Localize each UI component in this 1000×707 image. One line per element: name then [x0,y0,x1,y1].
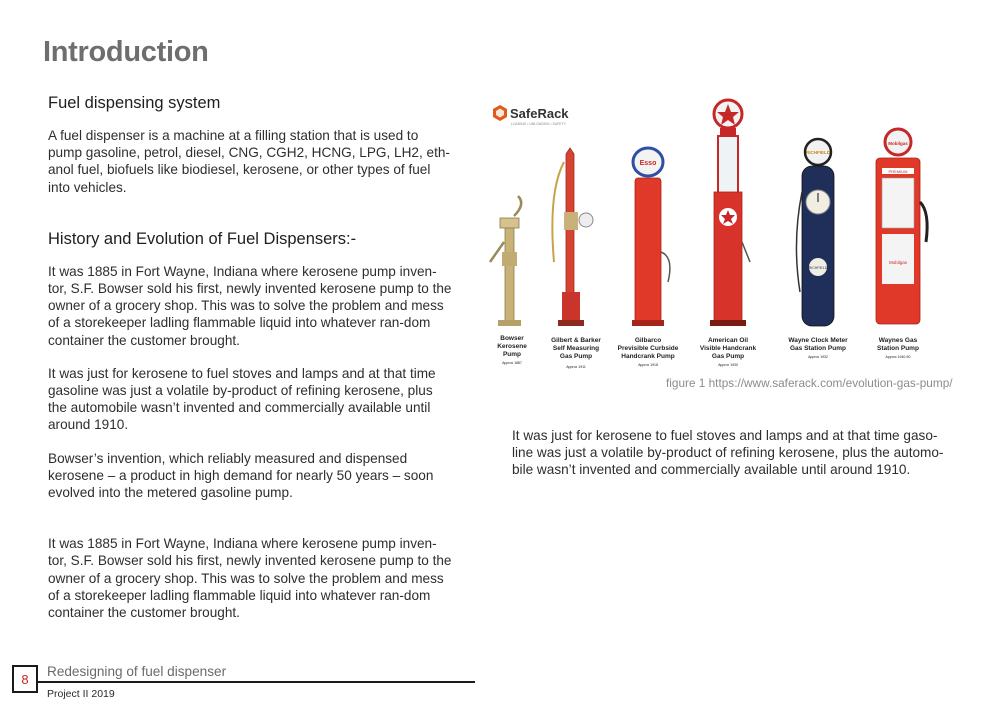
paragraph-fuel-dispenser-definition: A fuel dispenser is a machine at a filling station that is used to pump gasoline, petrol, diesel, CNG, CGH2, HCNG, LPG, LH2, eth-anol fuel, biofuels like biodiesel, kerosene, or other types of fuel into vehicles. [48,128,450,195]
wayne-mid-label: RICHFIELD [808,266,828,270]
paragraph-history-2: It was just for kerosene to fuel stoves and lamps and at that time gasoline was just a volatile by-product of refining kerosene, plus the automobile wasn’t invented and commercially available until around 1910. [48,365,436,433]
pump-label-american-2: Visible Handcrank [699,345,757,352]
section-heading-history: History and Evolution of Fuel Dispensers:- [48,229,357,248]
pump-year-gilbarco: Approx 1918 [638,363,658,367]
pump-gilbert-barker [552,148,593,326]
left-column [48,94,453,637]
paragraph-history-3: Bowser’s invention, which reliably measured and dispensed kerosene – a product in high demand for nearly 50 years – soon evolved into the metered gasoline pump. [48,450,434,501]
paragraph-history-1: It was 1885 in Fort Wayne, Indiana where kerosene pump inven-tor, S.F. Bowser sold his first, newly invented kerosene pump to the owner of a grocery shop. This was to solve the problem and mess of a storekeeper ladling flammable liquid into whatever ran-dom container the customer brought. [48,263,452,348]
mobilgas-globe-label: Mobilgas [888,141,908,146]
footer-subtitle: Project II 2019 [47,688,115,700]
gilbarco-globe-label: Esso [639,160,657,167]
gas-pump-evolution-figure [478,92,966,374]
wayne-globe-label: RICHFIELD [806,150,830,155]
pump-waynes-mobilgas [876,129,927,324]
pump-label-wayne-2: Gas Station Pump [790,345,846,352]
gas-pump-illustration [478,92,966,374]
pump-label-gilbarco-1: Gilbarco [634,337,662,344]
figure-caption: figure 1 https://www.saferack.com/evolution-gas-pump/ [666,376,953,390]
page-number-box [12,665,38,693]
section-heading-fuel-dispensing: Fuel dispensing system [48,94,221,112]
page-title: Introduction [43,36,209,68]
pump-wayne-clock-meter [796,139,834,326]
pump-label-gilbert-1: Gilbert & Barker [551,337,601,344]
pump-year-bowser: Approx 1887 [502,361,522,365]
pump-label-bowser-3: Pump [502,351,522,358]
right-column-paragraph: It was just for kerosene to fuel stoves and lamps and at that time gaso-line was just a volatile by-product of refining kerosene, plus the automo-bile wasn’t invented and commercially available until around 1910. [512,428,944,478]
pump-year-american: Approx 1930 [718,363,738,367]
pump-year-gilbert: Approx 1911 [566,365,586,369]
footer-title: Redesigning of fuel dispenser [47,664,227,679]
pump-label-bowser-2: Kerosene [497,343,527,350]
pump-label-waynes-2: Station Pump [877,345,919,352]
mobilgas-logo-label: Mobilgas [888,260,908,265]
pump-label-american-3: Gas Pump [711,353,745,360]
pump-label-gilbarco-3: Handcrank Pump [621,353,675,360]
pump-label-gilbert-3: Gas Pump [559,353,593,360]
pump-year-waynes: Approx 1940-50 [885,355,911,359]
pump-gilbarco [632,148,670,326]
page-number: 8 [21,671,29,687]
pump-label-gilbarco-2: Previsible Curbside [617,345,679,352]
pump-label-gilbert-2: Self Measuring [552,345,600,352]
pump-bowser [490,196,521,326]
pump-label-bowser-1: Bowser [500,335,524,342]
pump-year-wayne: Approx 1932 [808,355,828,359]
pump-american-oil [710,100,750,326]
mobilgas-panel-label: PREMIUM [888,169,908,174]
pump-label-waynes-1: Waynes Gas [878,337,918,344]
pump-label-wayne-1: Wayne Clock Meter [788,337,848,344]
footer-divider [12,681,475,683]
saferack-logo-text: SafeRack [510,106,569,121]
pump-labels [497,335,919,369]
saferack-logo [493,105,569,126]
paragraph-history-4: It was 1885 in Fort Wayne, Indiana where kerosene pump inven-tor, S.F. Bowser sold his first, newly invented kerosene pump to the owner of a grocery shop. This was to solve the problem and mess of a storekeeper ladling flammable liquid into whatever ran-dom container the customer brought. [48,536,452,621]
pump-label-american-1: American Oil [707,337,749,344]
saferack-logo-tagline: LOADING • UNLOADING • SAFETY [511,122,566,126]
